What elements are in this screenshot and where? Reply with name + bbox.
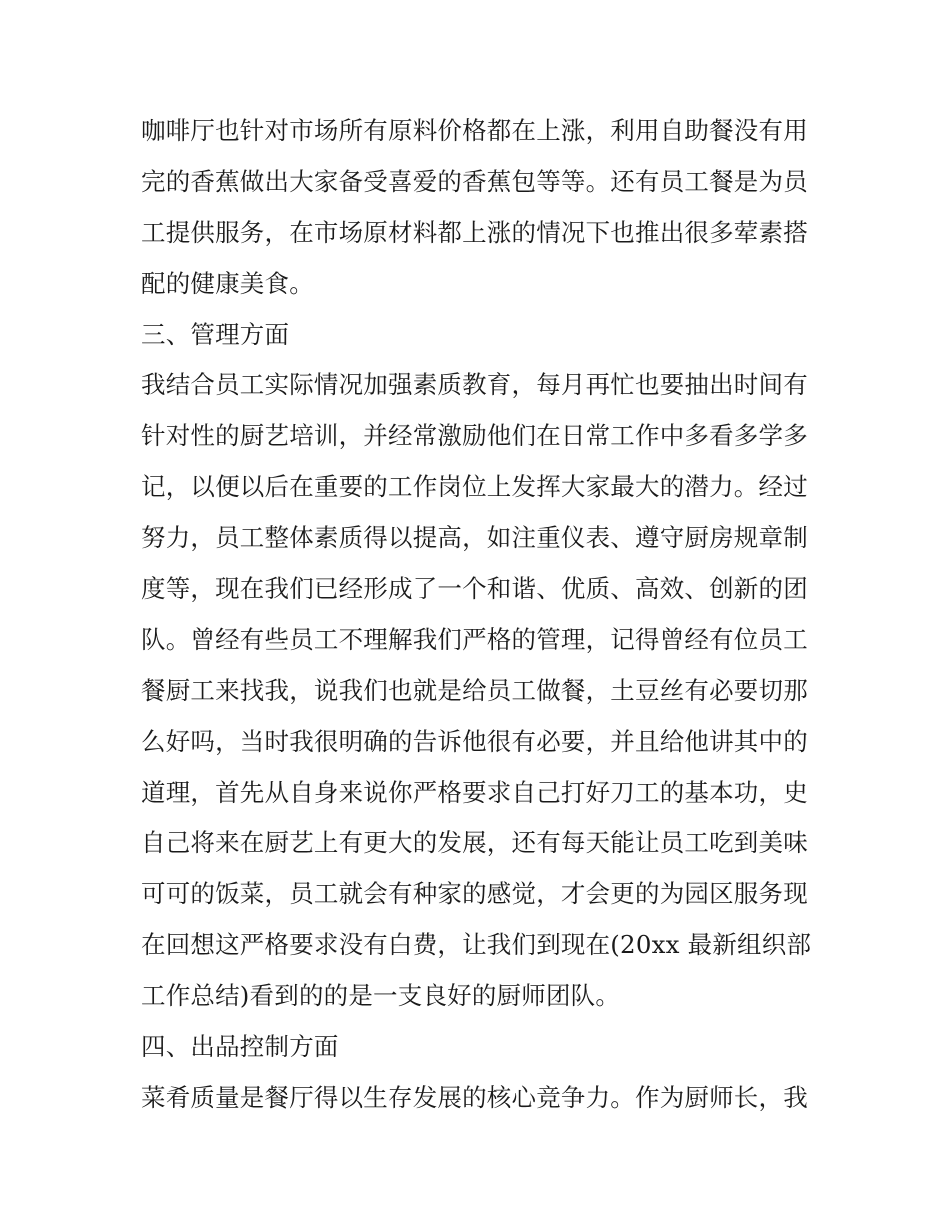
paragraph-line: 可可的饭菜，员工就会有种家的感觉，才会更的为园区服务现 [141, 879, 808, 909]
paragraph-line: 咖啡厅也针对市场所有原料价格都在上涨，利用自助餐没有用 [141, 116, 808, 145]
section-heading-product-control: 四、出品控制方面 [141, 1032, 339, 1062]
paragraph-line: 配的健康美食。 [141, 268, 314, 298]
section-heading-management: 三、管理方面 [141, 319, 290, 349]
paragraph-line: 我结合员工实际情况加强素质教育，每月再忙也要抽出时间有 [141, 370, 808, 400]
paragraph-line: 道理，首先从自身来说你严格要求自己打好刀工的基本功，史 [141, 777, 808, 807]
paragraph-line: 记，以便以后在重要的工作岗位上发挥大家最大的潜力。经过 [141, 472, 808, 502]
paragraph-line: 努力，员工整体素质得以提高，如注重仪表、遵守厨房规章制 [141, 523, 808, 553]
paragraph-line: 自己将来在厨艺上有更大的发展，还有每天能让员工吃到美味 [141, 828, 808, 858]
paragraph-line: 度等，现在我们已经形成了一个和谐、优质、高效、创新的团 [141, 574, 808, 604]
paragraph-line: 工提供服务，在市场原材料都上涨的情况下也推出很多荤素搭 [141, 217, 808, 247]
paragraph-line: 菜肴质量是餐厅得以生存发展的核心竞争力。作为厨师长，我 [141, 1082, 808, 1112]
paragraph-line: 工作总结)看到的的是一支良好的厨师团队。 [141, 981, 621, 1011]
paragraph-line: 在回想这严格要求没有白费，让我们到现在(20xx 最新组织部 [141, 930, 812, 960]
paragraph-line: 么好吗，当时我很明确的告诉他很有必要，并且给他讲其中的 [141, 726, 808, 756]
paragraph-line: 餐厨工来找我，说我们也就是给员工做餐，土豆丝有必要切那 [141, 675, 808, 705]
paragraph-line: 队。曾经有些员工不理解我们严格的管理，记得曾经有位员工 [141, 624, 808, 654]
paragraph-line: 完的香蕉做出大家备受喜爱的香蕉包等等。还有员工餐是为员 [141, 166, 808, 196]
paragraph-line: 针对性的厨艺培训，并经常激励他们在日常工作中多看多学多 [141, 421, 808, 451]
document-body [141, 106, 813, 1124]
